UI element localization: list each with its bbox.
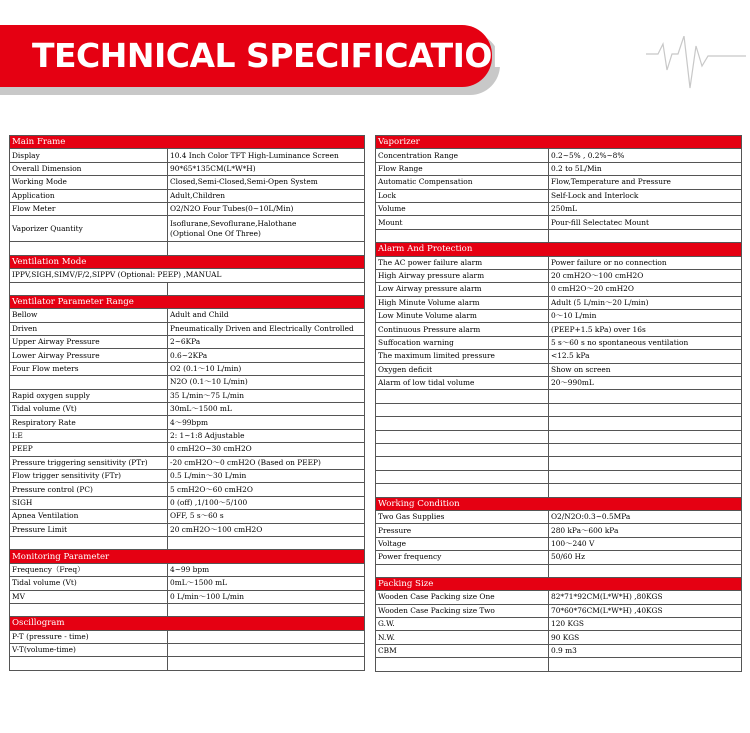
spec-row (376, 470, 742, 483)
spec-label: Alarm of low tidal volume (376, 377, 549, 390)
page-title: TECHNICAL SPECIFICATION (32, 36, 520, 75)
spec-value: 120 KGS (549, 618, 742, 631)
spec-value: 0.6~2KPa (168, 349, 365, 362)
spec-value: 20～990mL (549, 377, 742, 390)
spec-label: Pressure Limit (10, 523, 168, 536)
spec-label (10, 282, 168, 295)
spec-value: 0 cmH2O～20 cmH2O (549, 283, 742, 296)
spec-row (376, 377, 742, 390)
spec-label: P-T (pressure - time) (10, 630, 168, 643)
spec-value: 10.4 Inch Color TFT High-Luminance Screen (168, 149, 365, 162)
spec-row (10, 176, 365, 189)
section-header (10, 136, 365, 149)
spec-value: Pneumatically Driven and Electrically Controlled (168, 322, 365, 335)
spec-label (376, 484, 549, 497)
spec-row (376, 229, 742, 242)
spec-value: 82*71*92CM(L*W*H) ,80KGS (549, 591, 742, 604)
spec-label: Frequency（Freq） (10, 563, 168, 576)
spec-label: Voltage (376, 537, 549, 550)
spec-row (10, 362, 365, 375)
spec-row (376, 296, 742, 309)
spec-row (10, 162, 365, 175)
spec-row (376, 162, 742, 175)
section-header (376, 577, 742, 590)
spec-label (10, 536, 168, 549)
spec-label: CBM (376, 644, 549, 657)
section-title: Ventilator Parameter Range (10, 295, 365, 308)
spec-label: Flow Meter (10, 202, 168, 215)
spec-row (376, 457, 742, 470)
spec-label: Overall Dimension (10, 162, 168, 175)
spec-row (376, 256, 742, 269)
spec-label: Tidal volume (Vt) (10, 403, 168, 416)
spec-value (549, 443, 742, 456)
spec-value: O2/N2O:0.3~0.5MPa (549, 510, 742, 523)
spec-row (10, 523, 365, 536)
spec-value (549, 484, 742, 497)
spec-value (549, 658, 742, 671)
spec-value: 0 L/min～100 L/min (168, 590, 365, 603)
section-title: Working Condition (376, 497, 742, 510)
spec-value (549, 403, 742, 416)
spec-label: Driven (10, 322, 168, 335)
spec-label (10, 242, 168, 255)
spec-label (376, 457, 549, 470)
spec-label: V-T(volume-time) (10, 644, 168, 657)
spec-row (376, 443, 742, 456)
spec-row (376, 216, 742, 229)
spec-row (10, 630, 365, 643)
spec-row (10, 644, 365, 657)
spec-value: 250mL (549, 202, 742, 215)
spec-row (10, 496, 365, 509)
spec-label: Oxygen deficit (376, 363, 549, 376)
spec-label (376, 430, 549, 443)
spec-label (376, 658, 549, 671)
spec-value (168, 657, 365, 670)
spec-label: Vaporizer Quantity (10, 216, 168, 242)
spec-row (10, 657, 365, 670)
section-title: Packing Size (376, 577, 742, 590)
spec-label: PEEP (10, 443, 168, 456)
spec-label (376, 564, 549, 577)
spec-value (549, 470, 742, 483)
spec-row (376, 510, 742, 523)
spec-row (10, 429, 365, 442)
spec-row (376, 417, 742, 430)
spec-row (10, 510, 365, 523)
spec-value: O2 (0.1～10 L/min) (168, 362, 365, 375)
spec-value: 0.5 L/min～30 L/min (168, 469, 365, 482)
spec-label: Lower Airway Pressure (10, 349, 168, 362)
spec-value (168, 644, 365, 657)
spec-row (376, 403, 742, 416)
spec-row (376, 363, 742, 376)
spec-label: MV (10, 590, 168, 603)
spec-row (376, 430, 742, 443)
spec-label: Bellow (10, 309, 168, 322)
spec-row (376, 564, 742, 577)
spec-row (10, 590, 365, 603)
spec-row (376, 524, 742, 537)
spec-row (10, 269, 365, 282)
spec-label: G.W. (376, 618, 549, 631)
spec-row (10, 603, 365, 616)
spec-label: Upper Airway Pressure (10, 336, 168, 349)
spec-label: Four Flow meters (10, 362, 168, 375)
spec-value: Self-Lock and Interlock (549, 189, 742, 202)
spec-row (376, 604, 742, 617)
spec-row (376, 149, 742, 162)
section-header (376, 497, 742, 510)
spec-value: (PEEP+1.5 kPa) over 16s (549, 323, 742, 336)
spec-label: IPPV,SIGH,SIMV/F/2,SIPPV (Optional: PEEP) ,MANUAL (10, 269, 365, 282)
spec-value: 2: 1~1:8 Adjustable (168, 429, 365, 442)
spec-label: Wooden Case Packing size One (376, 591, 549, 604)
spec-value: Show on screen (549, 363, 742, 376)
spec-value: O2/N2O Four Tubes(0~10L/Min) (168, 202, 365, 215)
section-title: Main Frame (10, 136, 365, 149)
spec-value (549, 417, 742, 430)
spec-value: Closed,Semi-Closed,Semi-Open System (168, 176, 365, 189)
spec-label: Automatic Compensation (376, 176, 549, 189)
spec-label: Concentration Range (376, 149, 549, 162)
spec-value (168, 282, 365, 295)
spec-value (168, 242, 365, 255)
spec-row (376, 350, 742, 363)
spec-value (549, 430, 742, 443)
spec-label (376, 229, 549, 242)
spec-label: Flow trigger sensitivity (FTr) (10, 469, 168, 482)
spec-label (376, 417, 549, 430)
section-title: Monitoring Parameter (10, 550, 365, 563)
spec-value (549, 457, 742, 470)
spec-value: 280 kPa～600 kPa (549, 524, 742, 537)
spec-label: Rapid oxygen supply (10, 389, 168, 402)
spec-table-left (9, 135, 365, 671)
spec-row (376, 283, 742, 296)
spec-value: 5 cmH2O～60 cmH2O (168, 483, 365, 496)
spec-row (376, 189, 742, 202)
spec-row (10, 282, 365, 295)
heartbeat-line-icon (646, 36, 746, 94)
spec-row (10, 456, 365, 469)
spec-row (376, 336, 742, 349)
spec-label: Continuous Pressure alarm (376, 323, 549, 336)
spec-row (10, 349, 365, 362)
spec-label: I:E (10, 429, 168, 442)
spec-row (376, 310, 742, 323)
spec-row (376, 644, 742, 657)
spec-label: Pressure (376, 524, 549, 537)
spec-row (376, 484, 742, 497)
spec-label: Two Gas Supplies (376, 510, 549, 523)
section-header (10, 295, 365, 308)
spec-row (376, 390, 742, 403)
spec-label: Power frequency (376, 551, 549, 564)
spec-label: Low Minute Volume alarm (376, 310, 549, 323)
spec-row (376, 202, 742, 215)
spec-value: 0 (off) ,1/100～5/100 (168, 496, 365, 509)
spec-label: High Minute Volume alarm (376, 296, 549, 309)
spec-row (10, 149, 365, 162)
spec-label: SIGH (10, 496, 168, 509)
spec-value: 0mL～1500 mL (168, 577, 365, 590)
spec-value: OFF, 5 s～60 s (168, 510, 365, 523)
spec-label: Application (10, 189, 168, 202)
spec-row (10, 202, 365, 215)
spec-label: Wooden Case Packing size Two (376, 604, 549, 617)
spec-label: Volume (376, 202, 549, 215)
spec-label: Low Airway pressure alarm (376, 283, 549, 296)
section-title: Alarm And Protection (376, 243, 742, 256)
spec-value: 0～10 L/min (549, 310, 742, 323)
spec-value: 4~99 bpm (168, 563, 365, 576)
spec-row (10, 483, 365, 496)
spec-value: 0.9 m3 (549, 644, 742, 657)
spec-label: Tidal volume (Vt) (10, 577, 168, 590)
spec-row (376, 323, 742, 336)
spec-label: Pressure control (PC) (10, 483, 168, 496)
spec-value: 100～240 V (549, 537, 742, 550)
spec-value (549, 390, 742, 403)
spec-label: Display (10, 149, 168, 162)
spec-label (10, 603, 168, 616)
spec-label: High Airway pressure alarm (376, 269, 549, 282)
spec-value: <12.5 kPa (549, 350, 742, 363)
spec-label: Working Mode (10, 176, 168, 189)
section-title: Oscillogram (10, 617, 365, 630)
spec-label: Flow Range (376, 162, 549, 175)
spec-row (10, 536, 365, 549)
section-title: Ventilation Mode (10, 255, 365, 268)
spec-label: Apnea Ventilation (10, 510, 168, 523)
spec-label: Suffocation warning (376, 336, 549, 349)
spec-value: Adult,Children (168, 189, 365, 202)
spec-label: Pressure triggering sensitivity (PTr) (10, 456, 168, 469)
spec-value (549, 564, 742, 577)
spec-row (376, 591, 742, 604)
spec-value: 90*65*135CM(L*W*H) (168, 162, 365, 175)
spec-value (549, 229, 742, 242)
spec-label (10, 376, 168, 389)
spec-row (10, 336, 365, 349)
spec-value: 0.2 to 5L/Min (549, 162, 742, 175)
section-header (376, 243, 742, 256)
spec-value: Adult and Child (168, 309, 365, 322)
spec-label: Lock (376, 189, 549, 202)
spec-value: 2~6KPa (168, 336, 365, 349)
spec-row (10, 403, 365, 416)
spec-value: 0.2~5% , 0.2%~8% (549, 149, 742, 162)
spec-value: Power failure or no connection (549, 256, 742, 269)
section-header (10, 617, 365, 630)
spec-label: N.W. (376, 631, 549, 644)
spec-label: The AC power failure alarm (376, 256, 549, 269)
spec-label (376, 390, 549, 403)
spec-value: 70*60*76CM(L*W*H) ,40KGS (549, 604, 742, 617)
section-header (10, 255, 365, 268)
spec-row (376, 618, 742, 631)
spec-value: -20 cmH2O～0 cmH2O (Based on PEEP) (168, 456, 365, 469)
spec-row (10, 469, 365, 482)
spec-value: Pour-fill Selectatec Mount (549, 216, 742, 229)
spec-row (10, 563, 365, 576)
spec-value: 30mL～1500 mL (168, 403, 365, 416)
spec-label: The maximum limited pressure (376, 350, 549, 363)
section-title: Vaporizer (376, 136, 742, 149)
spec-row (376, 551, 742, 564)
spec-row (10, 577, 365, 590)
spec-value: 35 L/min～75 L/min (168, 389, 365, 402)
spec-label (376, 443, 549, 456)
spec-value: 4～99bpm (168, 416, 365, 429)
spec-value (168, 536, 365, 549)
spec-row (10, 309, 365, 322)
spec-value: 0 cmH2O~30 cmH2O (168, 443, 365, 456)
spec-row (10, 376, 365, 389)
spec-row (10, 416, 365, 429)
spec-value: Flow,Temperature and Pressure (549, 176, 742, 189)
spec-label: Mount (376, 216, 549, 229)
spec-row (10, 389, 365, 402)
spec-value: Adult (5 L/min～20 L/min) (549, 296, 742, 309)
spec-row (10, 242, 365, 255)
spec-row (10, 189, 365, 202)
spec-value (168, 603, 365, 616)
spec-row (10, 216, 365, 242)
spec-value: 20 cmH2O～100 cmH2O (168, 523, 365, 536)
spec-label (10, 657, 168, 670)
spec-row (10, 443, 365, 456)
spec-label (376, 403, 549, 416)
spec-row (376, 176, 742, 189)
spec-value: 5 s～60 s no spontaneous ventilation (549, 336, 742, 349)
spec-value: 50/60 Hz (549, 551, 742, 564)
spec-row (376, 658, 742, 671)
spec-value: N2O (0.1～10 L/min) (168, 376, 365, 389)
section-header (376, 136, 742, 149)
spec-label: Respiratory Rate (10, 416, 168, 429)
spec-label (376, 470, 549, 483)
spec-row (376, 631, 742, 644)
spec-value: 20 cmH2O～100 cmH2O (549, 269, 742, 282)
spec-value: Isoflurane,Sevoflurane,Halothane (Optional One Of Three) (168, 216, 365, 242)
spec-table-right (375, 135, 742, 672)
section-header (10, 550, 365, 563)
spec-row (376, 537, 742, 550)
spec-row (10, 322, 365, 335)
spec-value: 90 KGS (549, 631, 742, 644)
spec-value (168, 630, 365, 643)
spec-row (376, 269, 742, 282)
